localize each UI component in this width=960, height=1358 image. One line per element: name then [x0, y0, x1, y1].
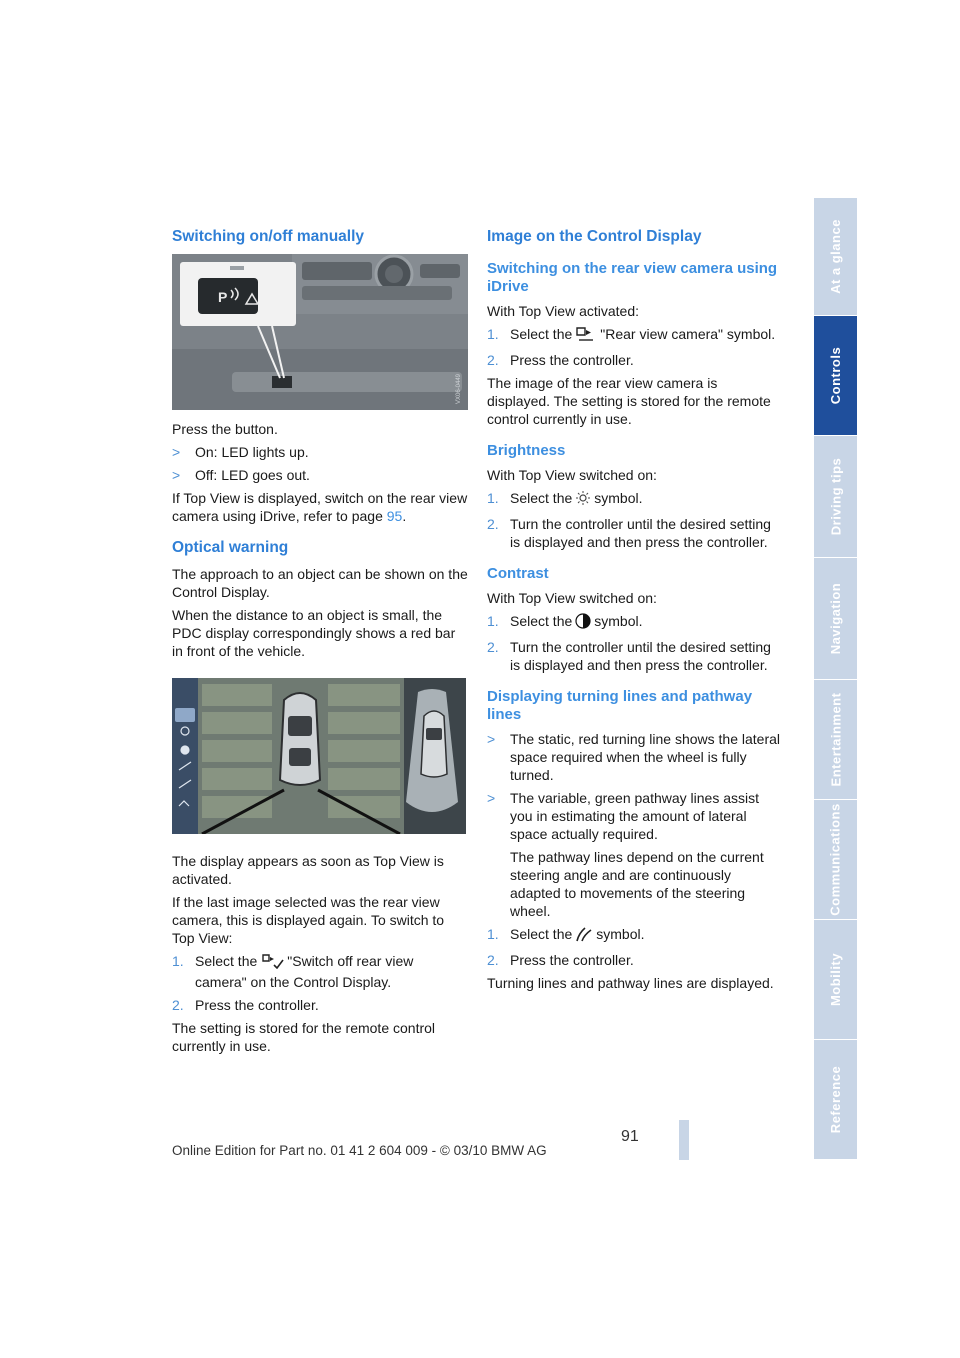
bullet-marker: > [172, 467, 181, 483]
list-item: 1. Select the symbol. [487, 489, 783, 510]
step-number: 1. [487, 490, 499, 506]
subsection-title-turning-lines: Displaying turning lines and pathway lines [487, 688, 753, 723]
paragraph: With Top View activated: [487, 303, 640, 319]
switch-to-top-view-steps [172, 952, 468, 1014]
paragraph: With Top View switched on: [487, 467, 657, 483]
step-number: 2. [487, 516, 499, 532]
section-title-image: Image on the Control Display [487, 228, 702, 245]
paragraph: The approach to an object can be shown on the Control Display. [172, 566, 468, 600]
brightness-icon [575, 490, 591, 510]
step-number: 2. [487, 639, 499, 655]
pathway-lines-icon [575, 926, 593, 946]
list-item: 1. Select the symbol. [487, 925, 783, 946]
step-number: 1. [487, 326, 499, 342]
paragraph: With Top View switched on: [487, 590, 657, 606]
paragraph: The setting is stored for the remote control currently in use. [172, 1020, 436, 1054]
step-number: 2. [487, 352, 499, 368]
right-column [487, 228, 783, 997]
park-button-label: P [218, 289, 228, 305]
figure-watermark: VX06-0449 [456, 373, 462, 404]
led-state-list [172, 443, 468, 484]
section-title-optical-warning: Optical warning [172, 539, 289, 556]
paragraph: The display appears as soon as Top View is activated. [172, 853, 444, 887]
page-marker-bar [679, 1120, 689, 1160]
list-item: 1. Select the "Rear view camera" symbol. [487, 325, 783, 346]
list-item: 1. Select the symbol. [487, 612, 783, 633]
turning-lines-list [487, 730, 783, 920]
list-item: > Off: LED goes out. [172, 467, 310, 483]
tab-mobility[interactable]: Mobility [814, 920, 857, 1040]
tab-reference[interactable]: Reference [814, 1040, 857, 1160]
top-view-display-figure [172, 678, 466, 834]
top-view-note: If Top View is displayed, switch on the rear view camera using iDrive, refer to page 95. [172, 490, 468, 524]
pathway-lines-note: The pathway lines depend on the current steering angle and are continuously adapted to movements of the steering wheel. [510, 849, 764, 919]
tab-driving-tips[interactable]: Driving tips [814, 436, 857, 558]
tab-navigation[interactable]: Navigation [814, 558, 857, 680]
rear-view-off-icon [260, 953, 284, 973]
bullet-marker: > [487, 790, 496, 806]
subsection-title-contrast: Contrast [487, 565, 549, 582]
chapter-tabs [814, 198, 857, 1160]
step-number: 2. [172, 997, 184, 1013]
page-number: 91 [621, 1128, 639, 1145]
rear-view-camera-icon [575, 326, 597, 346]
footer-edition-note: Online Edition for Part no. 01 41 2 604 009 - © 03/10 BMW AG [172, 1143, 547, 1158]
step-number: 1. [487, 926, 499, 942]
paragraph: Turning lines and pathway lines are displayed. [487, 975, 774, 991]
paragraph: The image of the rear view camera is displayed. The setting is stored for the remote control currently in use. [487, 375, 771, 427]
list-item: > The variable, green pathway lines assist you in estimating the amount of lateral space actually required. The pathway lines depend on the current steering angle and are continuously adapted to movements of the steering wheel. [487, 789, 783, 920]
tab-controls[interactable]: Controls [814, 316, 857, 436]
rear-camera-steps [487, 325, 783, 369]
center-console-figure [172, 254, 468, 410]
console-illustration [172, 254, 468, 410]
list-item: 2. Turn the controller until the desired setting is displayed and then press the controller. [487, 639, 771, 673]
bullet-marker: > [487, 731, 496, 747]
contrast-steps [487, 612, 783, 674]
top-view-illustration [172, 678, 466, 834]
subsection-title-rear-camera: Switching on the rear view camera using iDrive [487, 260, 778, 295]
left-column [172, 228, 468, 1060]
list-item: 2. Press the controller. [487, 952, 634, 968]
tab-entertainment[interactable]: Entertainment [814, 680, 857, 800]
list-item: 2. Turn the controller until the desired setting is displayed and then press the controller. [487, 516, 771, 550]
list-item: > On: LED lights up. [172, 444, 309, 460]
subsection-title-brightness: Brightness [487, 442, 566, 459]
step-number: 1. [172, 953, 184, 969]
turning-lines-steps [487, 925, 783, 969]
brightness-steps [487, 489, 783, 551]
step-number: 2. [487, 952, 499, 968]
paragraph: If the last image selected was the rear view camera, this is displayed again. To switch to Top View: [172, 894, 445, 946]
bullet-marker: > [172, 444, 181, 460]
contrast-icon [575, 613, 591, 633]
press-button-text: Press the button. [172, 421, 278, 437]
list-item: > The static, red turning line shows the lateral space required when the wheel is fully turned. [487, 731, 781, 783]
tab-communications[interactable]: Communications [814, 800, 857, 920]
list-item: 2. Press the controller. [487, 352, 634, 368]
page-reference-link[interactable]: 95 [386, 508, 403, 524]
section-title-switching: Switching on/off manually [172, 228, 365, 245]
tab-at-a-glance[interactable]: At a glance [814, 198, 857, 316]
step-number: 1. [487, 613, 499, 629]
paragraph: When the distance to an object is small, the PDC display correspondingly shows a red bar in front of the vehicle. [172, 607, 456, 659]
list-item: 2. Press the controller. [172, 997, 319, 1013]
list-item: 1. Select the "Switch off rear view camera" on the Control Display. [172, 953, 414, 990]
